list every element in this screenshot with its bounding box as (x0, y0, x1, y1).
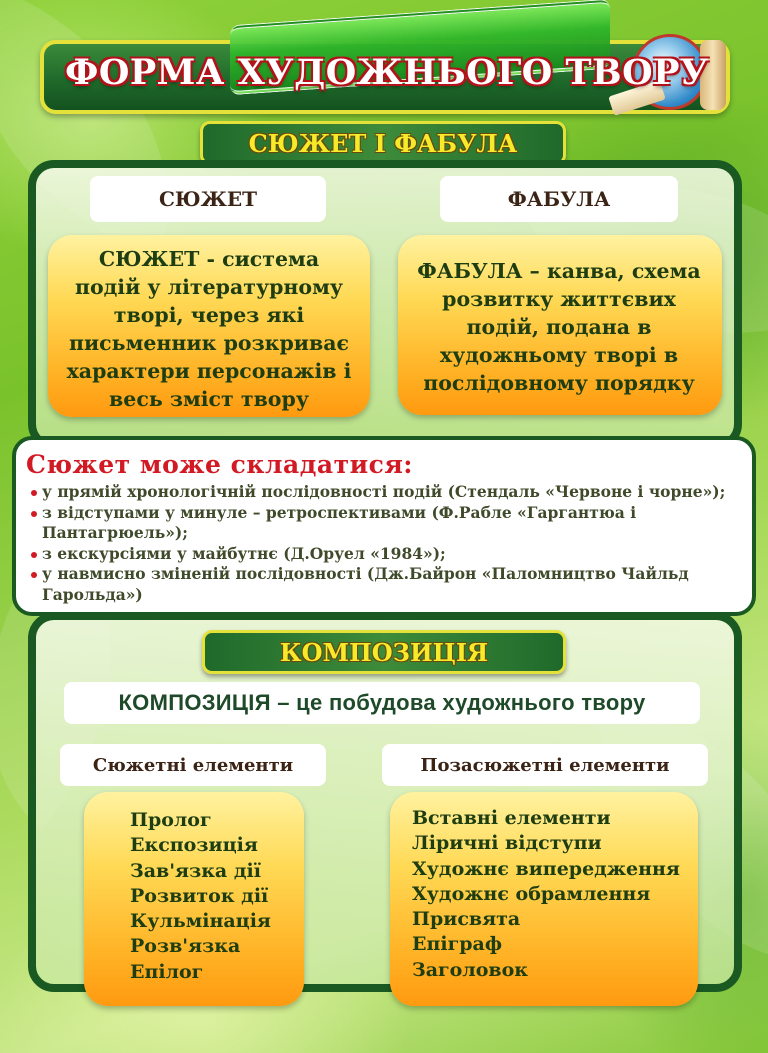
plot-elements-label: Сюжетні елементи (60, 744, 326, 786)
list-item: Присвята (412, 908, 521, 931)
list-item: у навмисно зміненій послідовності (Дж.Байрон «Паломництво Чайльд Гарольда») (28, 564, 752, 605)
list-item: з відступами у минуле – ретроспективами (Ф.Рабле «Гаргантюа і Пантагрюель»); (28, 503, 752, 544)
extra-plot-elements-list (412, 806, 680, 983)
list-item: Епіграф (412, 933, 502, 956)
plot-types-title: Сюжет може складатися: (26, 450, 414, 479)
syuzhet-definition-box (48, 235, 370, 417)
extra-plot-elements-box (390, 792, 698, 1006)
list-item: Розвиток дії (130, 884, 269, 907)
list-item: з екскурсіями у майбутнє (Д.Оруел «1984»); (28, 544, 752, 565)
list-item: у прямій хронологічній послідовності подій (Стендаль «Червоне і чорне»); (28, 482, 752, 503)
plot-types-list (28, 482, 752, 605)
fabula-label: ФАБУЛА (440, 176, 678, 222)
plot-types-panel (12, 436, 756, 616)
list-item: Художнє обрамлення (412, 882, 651, 905)
list-item: Пролог (130, 809, 212, 831)
page-title: ФОРМА ХУДОЖНЬОГО ТВОРУ (65, 52, 709, 93)
fabula-definition: ФАБУЛА – канва, схема розвитку життєвих подій, подана в художньому творі в послідовному порядку (417, 259, 701, 395)
fabula-definition-box (398, 235, 722, 415)
list-item: Зав'язка дії (130, 859, 261, 882)
section-pill-composition: КОМПОЗИЦІЯ (202, 630, 566, 674)
extra-plot-elements-label: Позасюжетні елементи (382, 744, 708, 786)
list-item: Художнє випередження (412, 857, 680, 880)
section-pill-plot: СЮЖЕТ І ФАБУЛА (200, 121, 566, 165)
list-item: Вставні елементи (412, 807, 611, 829)
list-item: Епілог (130, 960, 204, 983)
list-item: Експозиція (130, 834, 258, 857)
list-item: Заголовок (412, 958, 528, 981)
syuzhet-label: СЮЖЕТ (90, 176, 326, 222)
plot-elements-box (84, 792, 304, 1006)
list-item: Кульмінація (130, 910, 271, 933)
list-item: Ліричні відступи (412, 832, 602, 855)
list-item: Розв'язка (130, 935, 241, 958)
plot-elements-list (130, 808, 271, 985)
syuzhet-definition: СЮЖЕТ - система подій у літературному творі, через які письменник розкриває характери персонажів і весь зміст твору (66, 247, 352, 411)
composition-definition: КОМПОЗИЦІЯ – це побудова художнього твору (64, 682, 700, 724)
